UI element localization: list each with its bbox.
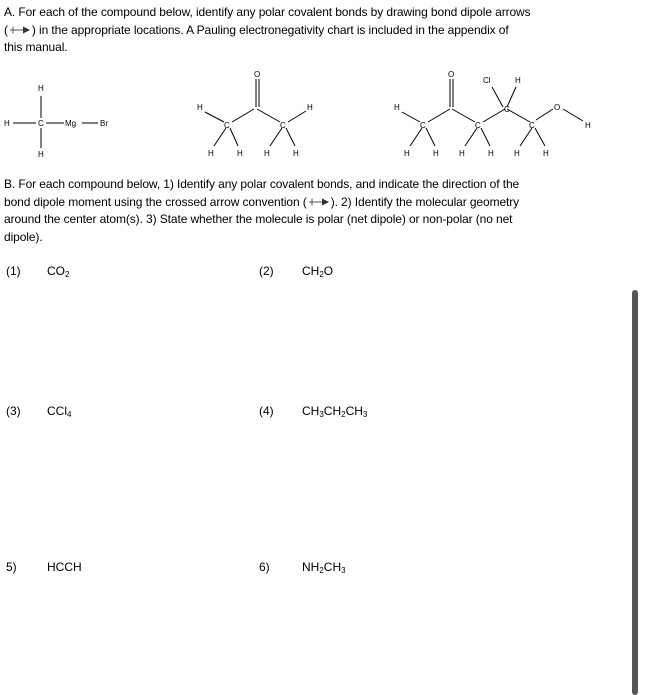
compound-2-formula: $CH_2O$ bbox=[302, 264, 334, 279]
m2-carbon-2: C bbox=[280, 121, 286, 130]
compound-4-formula: $CH_3CH_2CH_3$ bbox=[302, 404, 368, 419]
m2-h-right: H bbox=[307, 103, 313, 112]
compound-3-number: (3) bbox=[6, 404, 21, 418]
m2-carbon-1: C bbox=[224, 121, 230, 130]
m3-h-2: H bbox=[404, 149, 410, 158]
compound-4-number: (4) bbox=[259, 404, 274, 418]
m1-magnesium: Mg bbox=[65, 119, 77, 128]
paren-open: ( bbox=[4, 22, 8, 37]
m1-h-bottom: H bbox=[38, 150, 44, 159]
part-b-instructions bbox=[4, 176, 596, 246]
m3-h-left: H bbox=[394, 103, 400, 112]
part-a-line-1: A. For each of the compound below, identify any polar covalent bonds by drawing bond dipole arrows bbox=[4, 5, 531, 19]
m3-carbon-3: C bbox=[504, 105, 510, 114]
m1-h-top: H bbox=[38, 84, 44, 93]
m3-oxygen-carbonyl: O bbox=[448, 70, 455, 79]
m2-h-4: H bbox=[237, 149, 243, 158]
part-a-line-2 bbox=[4, 22, 596, 40]
m3-carbon-1: C bbox=[420, 121, 426, 130]
part-a-line-2-text: ) in the appropriate locations. A Pauling electronegativity chart is included in the appendix of bbox=[31, 22, 509, 37]
m3-h-4: H bbox=[459, 149, 465, 158]
part-b-line-1: B. For each compound below, 1) Identify any polar covalent bonds, and indicate the direction of the bbox=[4, 177, 520, 191]
m3-h-top: H bbox=[515, 76, 521, 85]
compound-5-formula: HCCH bbox=[47, 560, 82, 574]
vertical-scrollbar[interactable] bbox=[632, 290, 638, 695]
m3-chlorine: Cl bbox=[483, 76, 491, 85]
m1-carbon: C bbox=[38, 119, 44, 128]
m3-h-3: H bbox=[433, 149, 439, 158]
m1-bromine: Br bbox=[100, 119, 108, 128]
crossed-arrow-icon bbox=[307, 197, 331, 207]
part-b-line-2-b: ). 2) Identify the molecular geometry bbox=[330, 194, 520, 209]
m2-oxygen: O bbox=[254, 70, 261, 79]
structural-formulas bbox=[0, 62, 600, 172]
m1-h-left: H bbox=[4, 119, 10, 128]
m3-carbon-4: C bbox=[529, 121, 535, 130]
compound-5-number: 5) bbox=[6, 560, 17, 574]
part-b-line-3: around the center atom(s). 3) State whether the molecule is polar (net dipole) or non-polar (no net bbox=[4, 212, 513, 226]
m3-carbon-2: C bbox=[475, 121, 481, 130]
part-b-line-2 bbox=[4, 194, 596, 212]
compound-6-formula: $NH_2CH_3$ bbox=[302, 560, 346, 575]
m3-h-right: H bbox=[585, 121, 591, 130]
m2-h-6: H bbox=[293, 149, 299, 158]
m3-h-5: H bbox=[488, 149, 494, 158]
m3-h-7: H bbox=[543, 149, 549, 158]
compound-6-number: 6) bbox=[259, 560, 270, 574]
compound-1-formula: $CO_2$ bbox=[47, 264, 70, 279]
compound-2-number: (2) bbox=[259, 264, 274, 278]
compound-1-number: (1) bbox=[6, 264, 21, 278]
m3-h-6: H bbox=[514, 149, 520, 158]
crossed-arrow-icon bbox=[8, 25, 32, 35]
m2-h-3: H bbox=[208, 149, 214, 158]
part-a-instructions bbox=[4, 4, 596, 57]
m2-h-5: H bbox=[264, 149, 270, 158]
part-b-line-2-a: bond dipole moment using the crossed arrow convention ( bbox=[4, 194, 307, 209]
m3-oxygen-hydroxyl: O bbox=[554, 103, 561, 112]
part-b-line-4: dipole). bbox=[4, 229, 43, 244]
part-a-line-3: this manual. bbox=[4, 40, 68, 54]
m2-h-left: H bbox=[197, 103, 203, 112]
compound-3-formula: CCl$_4$ bbox=[47, 404, 72, 419]
